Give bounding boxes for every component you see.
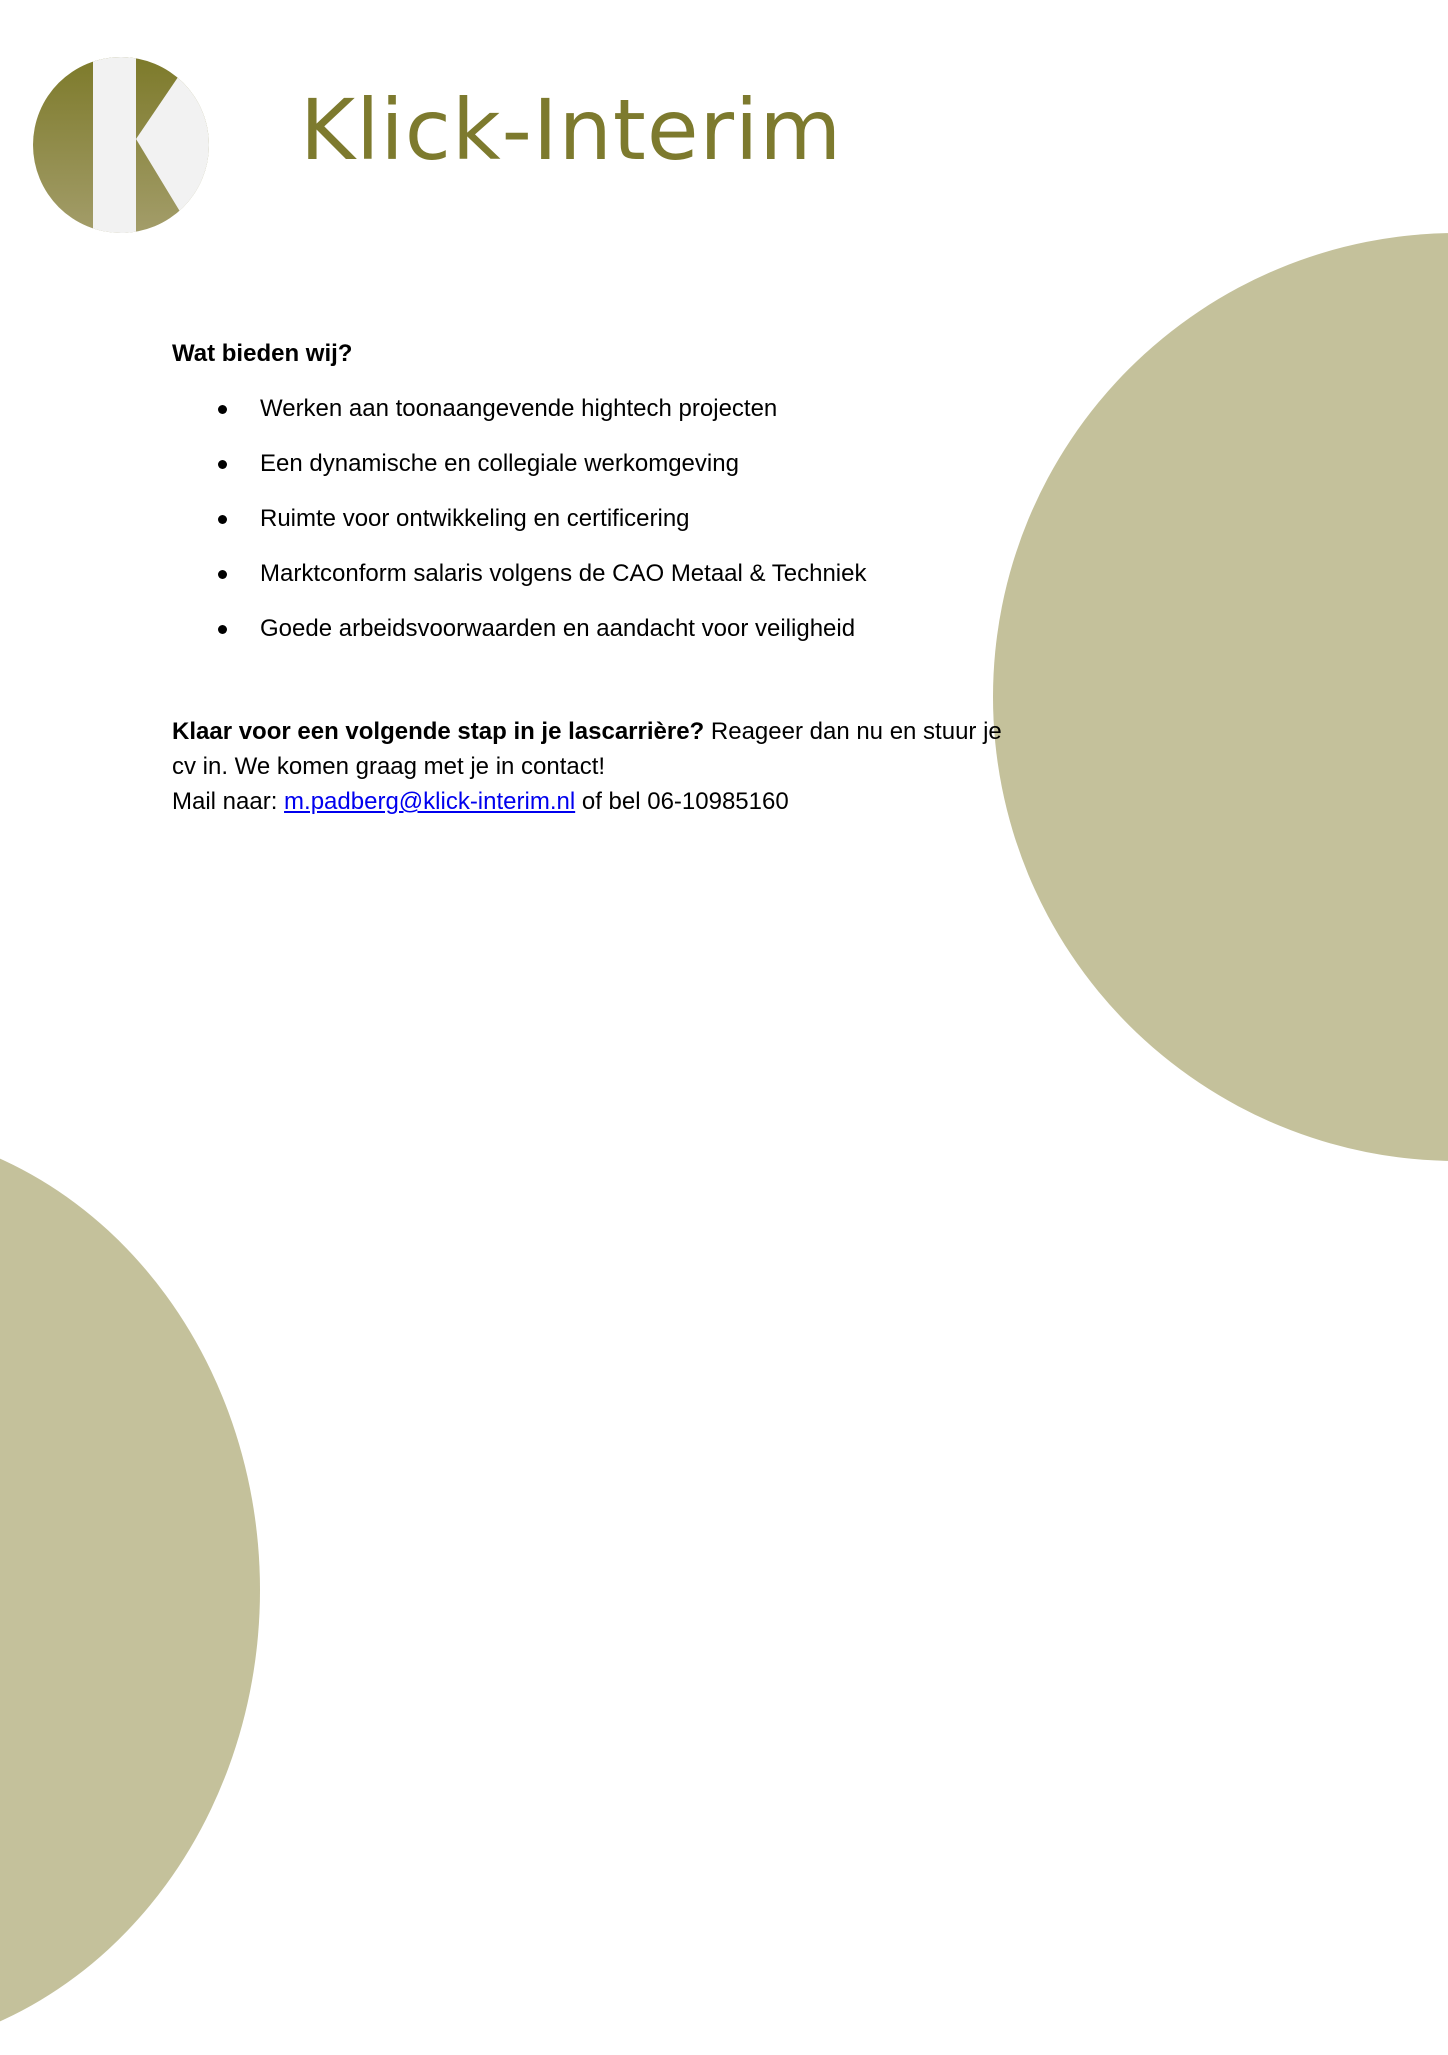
email-link[interactable]: m.padberg@klick-interim.nl (284, 788, 576, 815)
decorative-circle-left (0, 1125, 260, 2055)
brand-name: Klick-Interim (300, 81, 843, 179)
list-item (172, 446, 1002, 481)
offer-item-text: Goede arbeidsvoorwaarden en aandacht voor veiligheid (260, 615, 856, 642)
decorative-circle-right (993, 233, 1448, 1161)
bullet-icon (218, 625, 227, 634)
cta-paragraph (172, 714, 1002, 784)
offer-item-text: Ruimte voor ontwikkeling en certificering (260, 505, 690, 532)
k-letter-circle-logo-icon (33, 57, 209, 233)
bullet-icon (218, 570, 227, 579)
offer-item-text: Een dynamische en collegiale werkomgeving (260, 450, 739, 477)
bullet-icon (218, 515, 227, 524)
bullet-icon (218, 460, 227, 469)
document-body (172, 336, 1002, 819)
offer-item-text: Werken aan toonaangevende hightech projecten (260, 395, 778, 422)
offer-list (172, 391, 1002, 646)
cta-question: Klaar voor een volgende stap in je lascarrière? (172, 718, 705, 745)
contact-line (172, 784, 1002, 819)
list-item (172, 391, 1002, 426)
bullet-icon (218, 405, 227, 414)
offer-heading: Wat bieden wij? (172, 340, 353, 367)
mail-prefix: Mail naar: (172, 788, 285, 815)
call-to-action (172, 714, 1002, 819)
list-item (172, 556, 1002, 591)
offer-item-text: Marktconform salaris volgens de CAO Metaal & Techniek (260, 560, 867, 587)
cta-text: Reageer dan nu en stuur je cv in. We komen graag met je in contact! (172, 718, 1002, 780)
list-item (172, 501, 1002, 536)
list-item (172, 611, 1002, 646)
phone-text: of bel 06-10985160 (575, 788, 789, 815)
